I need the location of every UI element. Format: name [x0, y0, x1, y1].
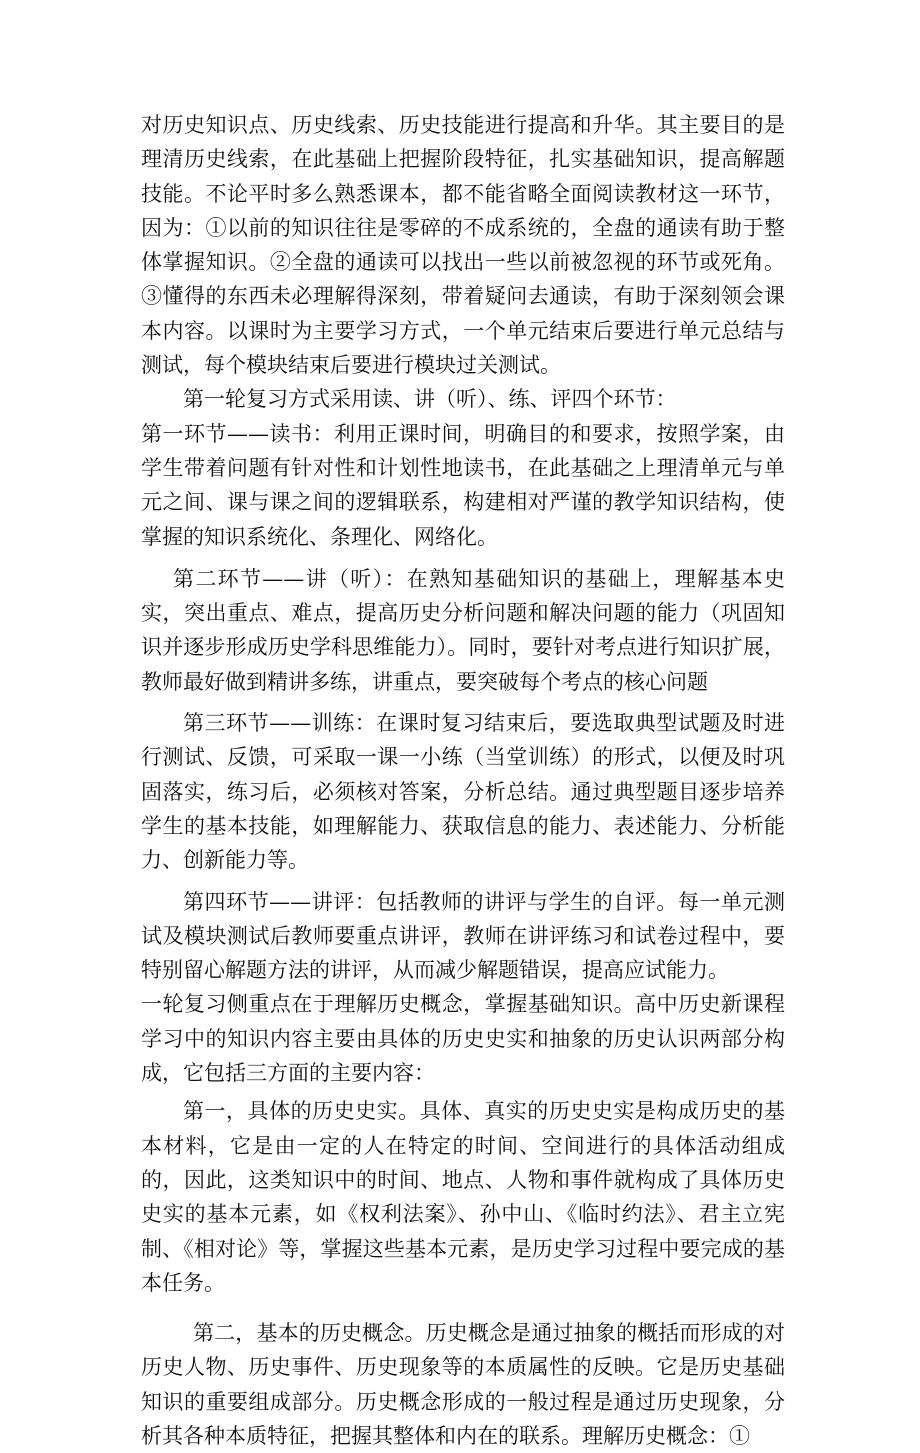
paragraph-four-steps: 第一轮复习方式采用读、讲（听）、练、评四个环节：	[183, 387, 677, 412]
paragraph-step-two: 第二环节——讲（听）：在熟知基础知识的基础上，理解基本史实，突出重点、难点，提高历史分析问题和解决问题的能力（巩固知识并逐步形成历史学科思维能力）。同时，要针对考点进行知识扩展，教师最好做到精讲多练，讲重点，要突破每个考点的核心问题	[141, 566, 785, 694]
paragraph-first-round-focus: 一轮复习侧重点在于理解历史概念，掌握基础知识。高中历史新课程学习中的知识内容主要由具体的历史史实和抽象的历史认识两部分构成，它包括三方面的主要内容：	[141, 992, 785, 1086]
paragraph-step-three: 第三环节——训练：在课时复习结束后，要选取典型试题及时进行测试、反馈，可采取一课一小练（当堂训练）的形式，以便及时巩固落实，练习后，必须核对答案，分析总结。通过典型题目逐步培养学生的基本技能，如理解能力、获取信息的能力、表述能力、分析能力、创新能力等。	[141, 711, 785, 873]
paragraph-historical-facts: 第一，具体的历史史实。具体、真实的历史史实是构成历史的基本材料，它是由一定的人在特定的时间、空间进行的具体活动组成的，因此，这类知识中的时间、地点、人物和事件就构成了具体历史史实的基本元素，如《权利法案》、孙中山、《临时约法》、君主立宪制、《相对论》等，掌握这些基本元素，是历史学习过程中要完成的基本任务。	[141, 1099, 785, 1295]
paragraph-intro: 对历史知识点、历史线索、历史技能进行提高和升华。其主要目的是理清历史线索，在此基础上把握阶段特征，扎实基础知识，提高解题技能。不论平时多么熟悉课本，都不能省略全面阅读教材这一环节，因为：①以前的知识往往是零碎的不成系统的，全盘的通读有助于整体掌握知识。②全盘的通读可以找出一些以前被忽视的环节或死角。③懂得的东西未必理解得深刻，带着疑问去通读，有助于深刻领会课本内容。以课时为主要学习方式，一个单元结束后要进行单元总结与测试，每个模块结束后要进行模块过关测试。	[141, 113, 785, 378]
document-body	[141, 108, 785, 1453]
paragraph-historical-concepts: 第二，基本的历史概念。历史概念是通过抽象的概括而形成的对历史人物、历史事件、历史现象等的本质属性的反映。它是历史基础知识的重要组成部分。历史概念形成的一般过程是通过历史现象，分析其各种本质特征，把握其整体和内在的联系。理解历史概念：①	[141, 1321, 785, 1448]
paragraph-step-four: 第四环节——讲评：包括教师的讲评与学生的自评。每一单元测试及模块测试后教师要重点讲评，教师在讲评练习和试卷过程中，要特别留心解题方法的讲评，从而减少解题错误，提高应试能力。	[141, 889, 785, 983]
paragraph-step-one: 第一环节——读书：利用正课时间，明确目的和要求，按照学案，由学生带着问题有针对性和计划性地读书，在此基础之上理清单元与单元之间、课与课之间的逻辑联系，构建相对严谨的教学知识结构，使掌握的知识系统化、条理化、网络化。	[141, 421, 785, 549]
